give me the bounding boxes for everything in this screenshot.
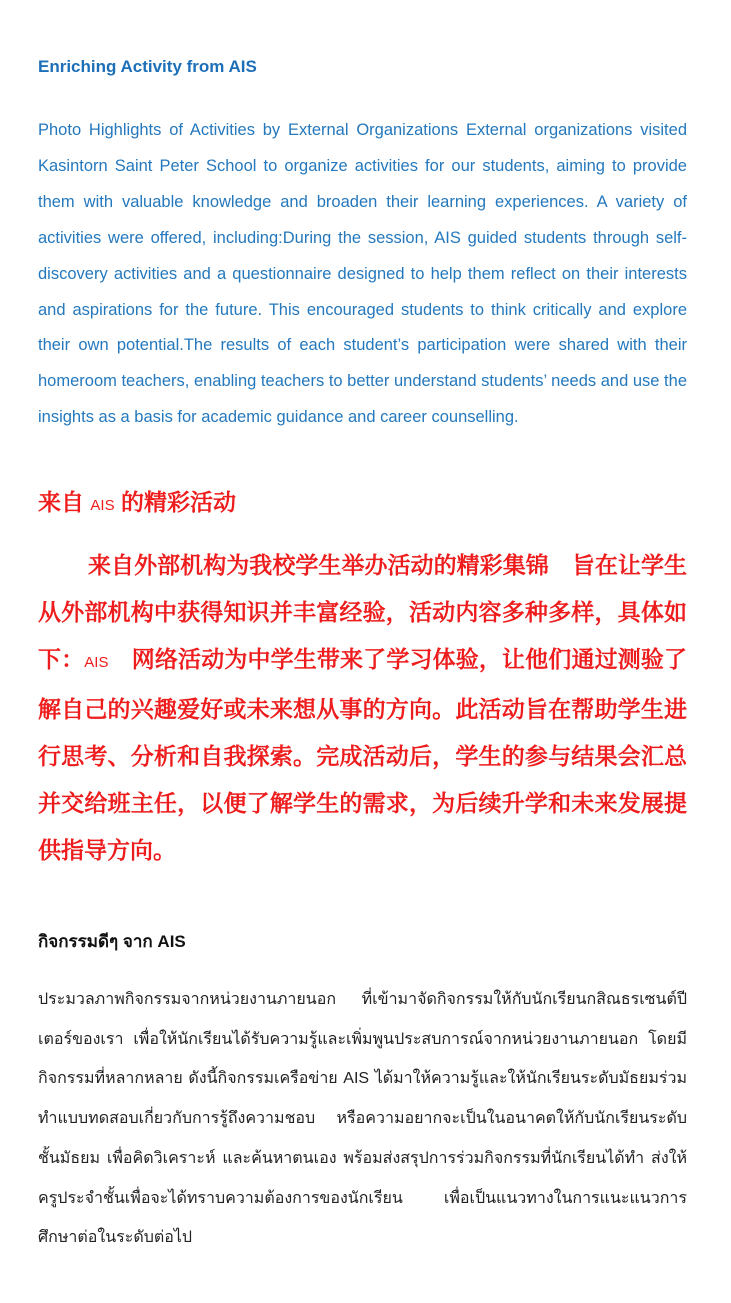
chinese-heading-latin: AIS [90,497,115,514]
chinese-heading [38,484,687,524]
thai-heading: กิจกรรมดีๆ จาก AIS [38,932,186,951]
thai-body: ประมวลภาพกิจกรรมจากหน่วยงานภายนอก ที่เข้ามาจัดกิจกรรมให้กับนักเรียนกสิณธรเซนต์ปีเตอร์ของเรา เพื่อให้นักเรียนได้รับความรู้และเพิ่มพูนประสบการณ์จากหน่วยงานภายนอก โดยมีกิจกรรมที่หลากหลาย ดังนี้กิจกรรมเครือข่าย AIS ได้มาให้ความรู้และให้นักเรียนระดับมัธยมร่วมทำแบบทดสอบเกี่ยวกับการรู้ถึงความชอบ หรือความอยากจะเป็นในอนาคตให้กับนักเรียนระดับชั้นมัธยม เพื่อคิดวิเคราะห์ และค้นหาตนเอง พร้อมส่งสรุปการร่วมกิจกรรมที่นักเรียนได้ทำ ส่งให้ครูประจำชั้นเพื่อจะได้ทราบความต้องการของนักเรียน เพื่อเป็นแนวทางในการแนะแนวการศึกษาต่อในระดับต่อไป [38,991,687,1247]
english-body: Photo Highlights of Activities by External Organizations External organizations visited Kasintorn Saint Peter School to organize activities for our students, aiming to provide them with valuable knowledge and broaden their learning experiences. A variety of activities were offered, including:During the session, AIS guided students through self-discovery activities and a questionnaire designed to help them reflect on their interests and aspirations for the future. This encouraged students to think critically and explore their own potential.The results of each student’s participation were shared with their homeroom teachers, enabling teachers to better understand students’ needs and use the insights as a basis for academic guidance and career counselling. [38,121,687,427]
chinese-body [38,542,687,874]
chinese-body-part1: 来自外部机构为我校学生举办活动的精彩集锦 旨在让学生从外部机构中获得知识并丰富经验，活动内容多种多样，具体如下： [38,552,687,672]
english-heading: Enriching Activity from AIS [38,57,257,76]
chinese-body-latin: AIS [84,654,109,671]
thai-section [38,928,687,1258]
chinese-body-part2: 网络活动为中学生带来了学习体验，让他们通过测验了解自己的兴趣爱好或未来想从事的方向。此活动旨在帮助学生进行思考、分析和自我探索。完成活动后，学生的参与结果会汇总并交给班主任，以便了解学生的需求，为后续升学和未来发展提供指导方向。 [38,646,688,863]
english-section [38,54,687,436]
chinese-section [38,484,687,874]
chinese-heading-part1: 来自 [38,489,91,515]
chinese-heading-part2: 的精彩活动 [114,489,236,515]
